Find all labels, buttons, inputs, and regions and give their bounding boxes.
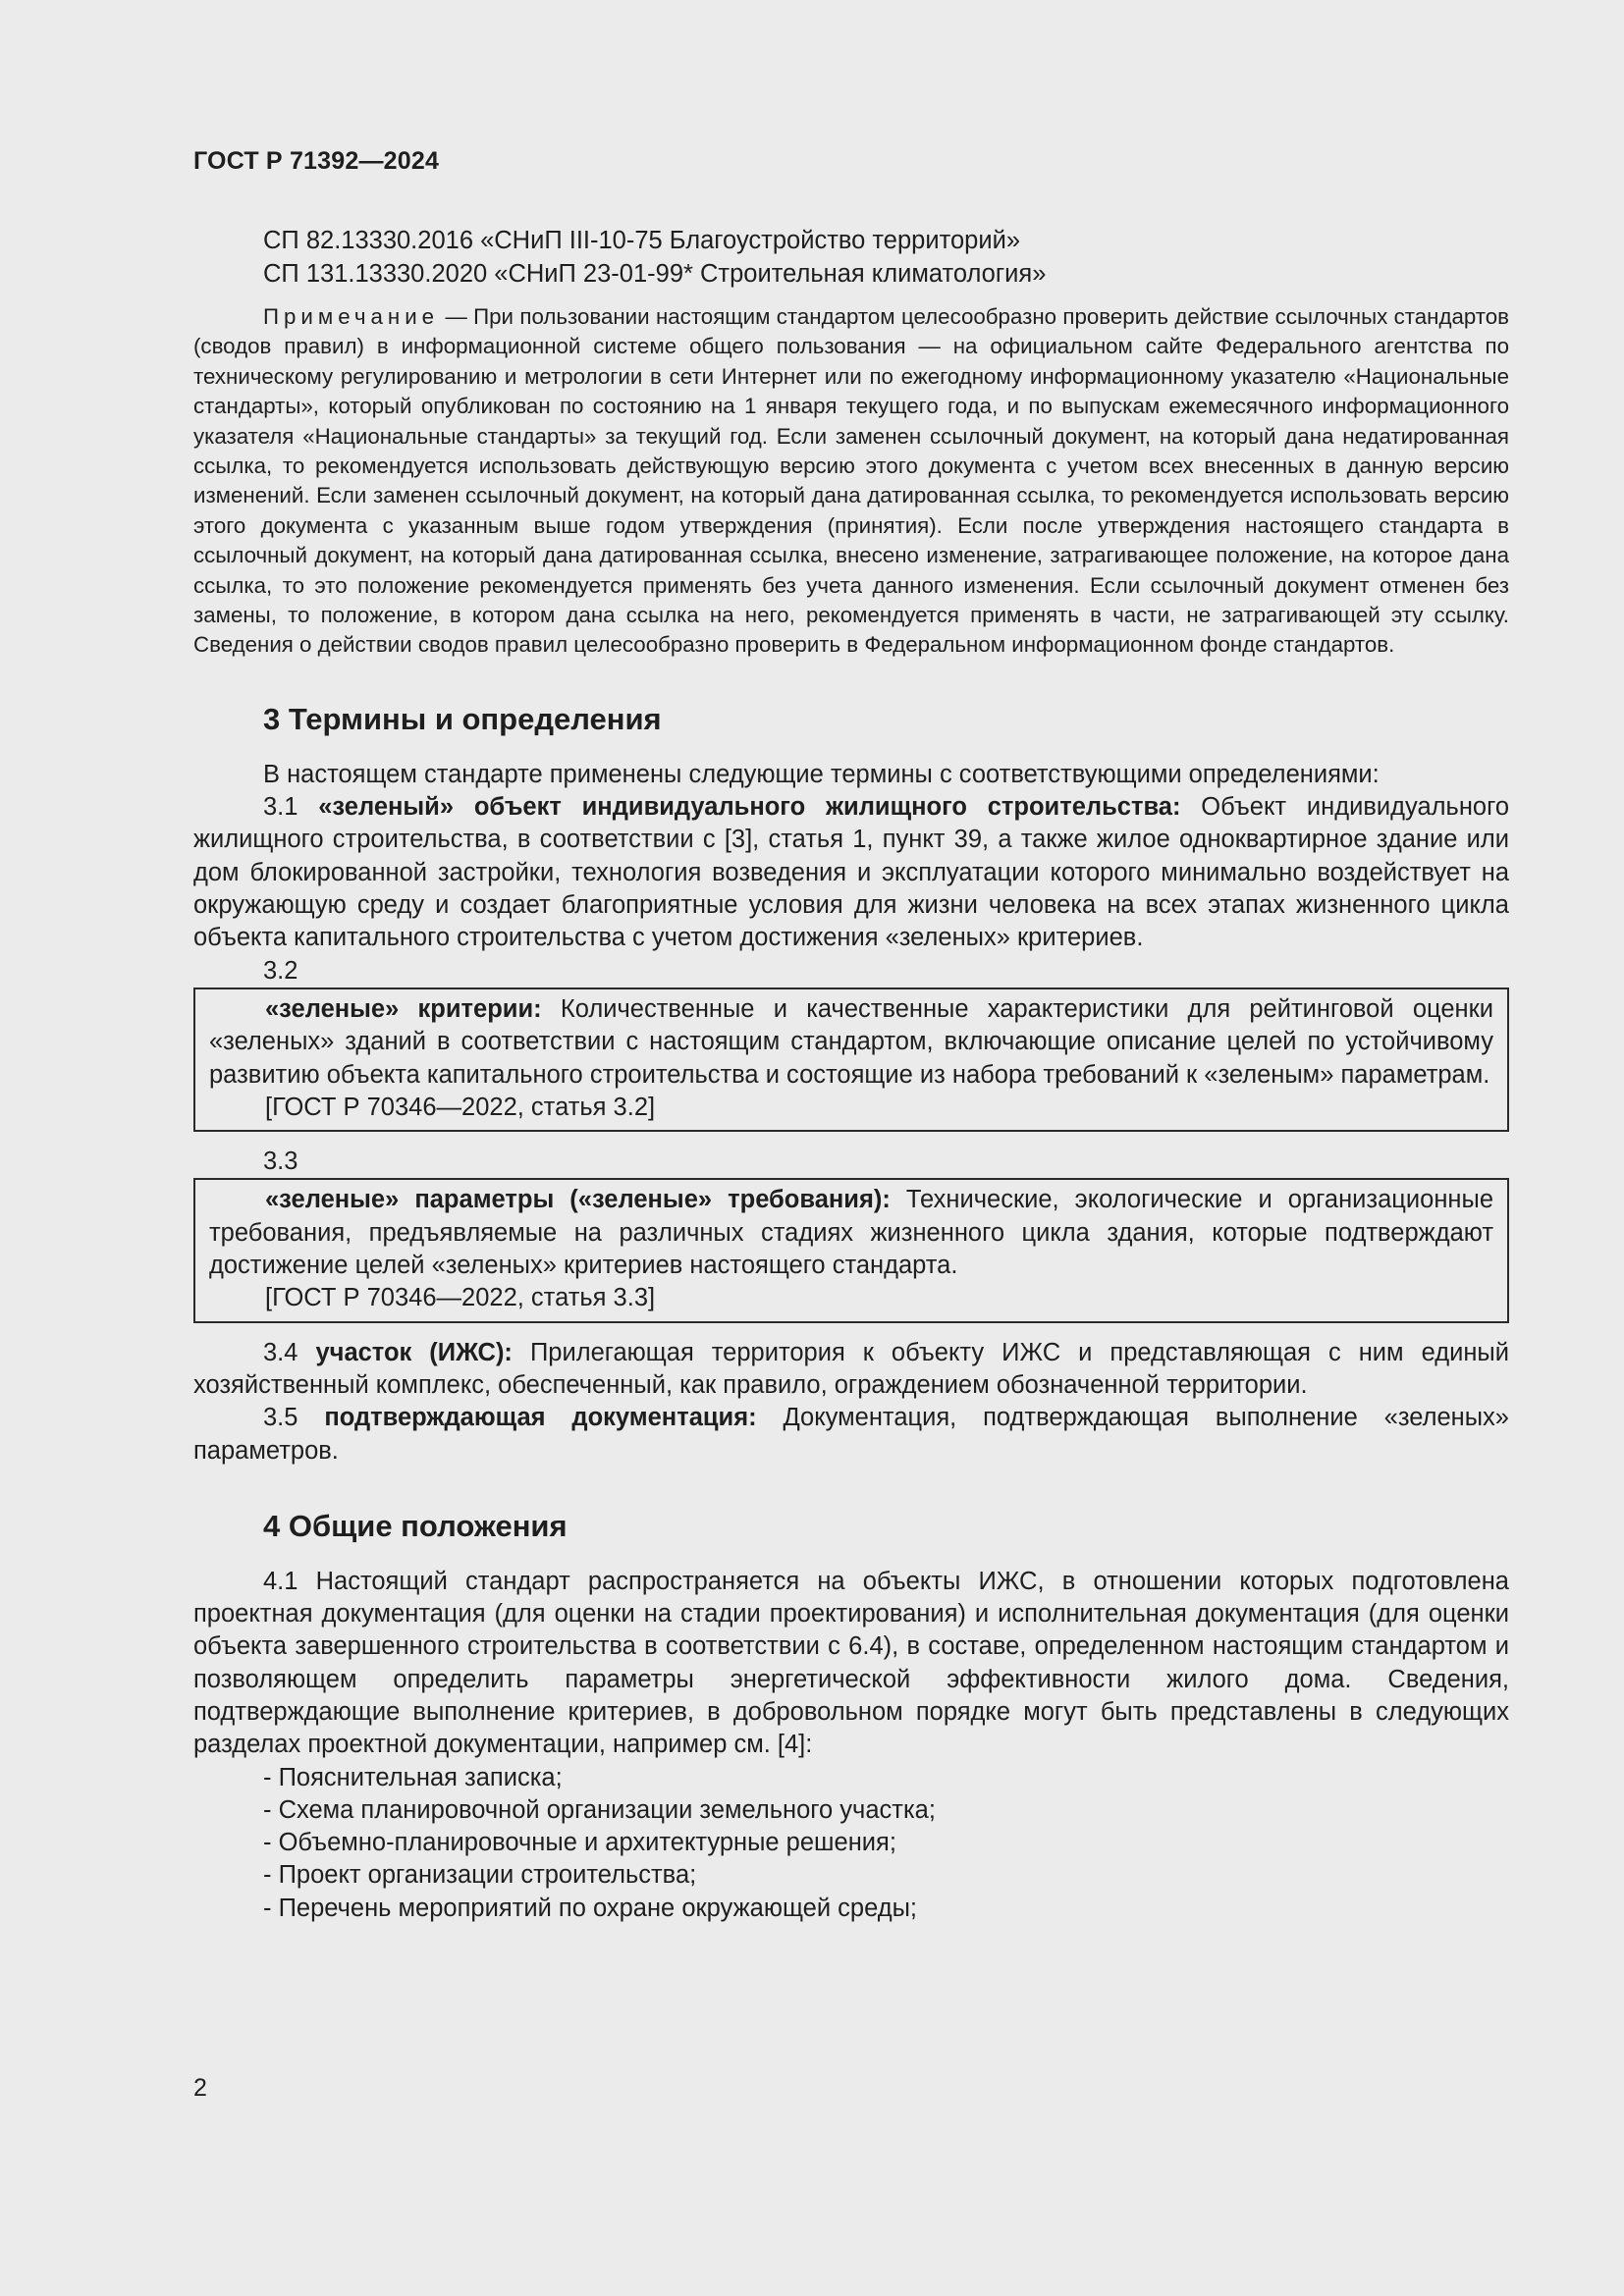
term-number: 3.5 [263,1404,325,1432]
term-3-2-number: 3.2 [263,956,298,985]
reference-item: СП 82.13330.2016 «СНиП III-10-75 Благоустройство территорий» [263,227,1021,254]
section-3-heading: 3 Термины и определения [263,701,662,736]
term-definition: Количественные и качественные характеристики для рейтинговой оценки «зеленых» зданий в соответствии с настоящим стандартом, включающие описание целей по устойчивому развитию объекта капитального строительства и состоящие из набора требований к «зеленым» параметрам. [209,994,1493,1089]
term-number: 3.1 [263,793,319,822]
reference-item: СП 131.13330.2020 «СНиП 23-01-99* Строительная климатология» [263,260,1047,288]
term-source: [ГОСТ Р 70346—2022, статья 3.3] [265,1284,656,1312]
list-item: - Перечень мероприятий по охране окружающей среды; [263,1894,918,1922]
term-3-3 [209,1184,1493,1282]
list-item: - Пояснительная записка; [263,1763,563,1791]
list-item: - Проект организации строительства; [263,1861,697,1890]
section-4-heading: 4 Общие положения [263,1508,568,1543]
page-content [193,224,1509,1925]
section-4-body [193,1566,1509,1925]
term-3-2 [209,993,1493,1092]
term-number: 3.4 [263,1338,316,1366]
term-definition: Объект индивидуального жилищного строительства, в соответствии с [3], статья 1, пункт 39, а также жилое одноквартирное здание или дом блокированной застройки, технология возведения и эксплуатации которого минимально воздействует на окружающую среду и создает благоприятные условия для жизни человека на всех этапах жизненного цикла объекта капитального строительства с учетом достижения «зеленых» критериев. [193,793,1510,952]
note-block [193,302,1509,661]
term-name: подтверждающая документация: [324,1404,757,1432]
paragraph-4-1: 4.1 Настоящий стандарт распространяется на объекты ИЖС, в отношении которых подготовлена проектная документация (для оценки на стадии проектирования) и исполнительная документация (для оценки объекта завершенного строительства в соответствии с 6.4), в составе, определенном настоящим стандартом и позволяющем определить параметры энергетической эффективности жилого дома. Сведения, подтверждающие выполнение критериев, в добровольном порядке могут быть представлены в следующих разделах проектной документации, например см. [4]: [193,1567,1509,1759]
term-definition: Документация, подтверждающая выполнение «зеленых» параметров. [193,1404,1509,1465]
term-3-2-box [193,988,1509,1132]
term-3-5 [193,1402,1509,1468]
list-item: - Объемно-планировочные и архитектурные решения; [263,1829,896,1857]
page-number: 2 [193,2074,207,2102]
note-dash: — [439,304,474,329]
term-name: «зеленые» критерии: [265,994,542,1023]
section-3-intro: В настоящем стандарте применены следующие термины с соответствующими определениями: [263,760,1380,788]
document-list [193,1762,1509,1925]
term-3-4 [193,1337,1509,1403]
term-name: «зеленый» объект индивидуального жилищного строительства: [318,793,1181,822]
note-label: Примечание [263,304,440,329]
note-text: При пользовании настоящим стандартом целесообразно проверить действие ссылочных стандартов (сводов правил) в информационной системе общего пользования — на официальном сайте Федерального агентства по техническому регулированию и метрологии в сети Интернет или по ежегодному информационному указателю «Национальные стандарты», который опубликован по состоянию на 1 января текущего года, и по выпускам ежемесячного информационного указателя «Национальные стандарты» за текущий год. Если заменен ссылочный документ, на который дана недатированная ссылка, то рекомендуется использовать действующую версию этого документа с учетом всех внесенных в данную версию изменений. Если заменен ссылочный документ, на который дана датированная ссылка, то рекомендуется использовать версию этого документа с указанным выше годом утверждения (принятия). Если после утверждения настоящего стандарта в ссылочный документ, на который дана датированная ссылка, внесено изменение, затрагивающее положение, на которое дана ссылка, то это положение рекомендуется применять без учета данного изменения. Если ссылочный документ отменен без замены, то положение, в котором дана ссылка на него, рекомендуется применять в части, не затрагивающей эту ссылку. Сведения о действии сводов правил целесообразно проверить в Федеральном информационном фонде стандартов. [193,304,1509,658]
document-header: ГОСТ Р 71392—2024 [193,147,440,175]
term-name: «зеленые» параметры («зеленые» требования): [265,1186,891,1214]
term-source: [ГОСТ Р 70346—2022, статья 3.2] [265,1093,656,1121]
term-3-1 [193,791,1509,954]
term-3-3-number: 3.3 [263,1148,298,1176]
term-3-3-box [193,1178,1509,1322]
term-definition: Технические, экологические и организационные требования, предъявляемые на различных стадиях жизненного цикла здания, которые подтверждают достижение целей «зеленых» критериев настоящего стандарта. [209,1186,1493,1280]
section-3-body [193,759,1509,1468]
term-name: участок (ИЖС): [315,1338,513,1366]
term-definition: Прилегающая территория к объекту ИЖС и представляющая с ним единый хозяйственный комплекс, обеспеченный, как правило, ограждением обозначенной территории. [193,1338,1509,1399]
list-item: - Схема планировочной организации земельного участка; [263,1795,936,1824]
